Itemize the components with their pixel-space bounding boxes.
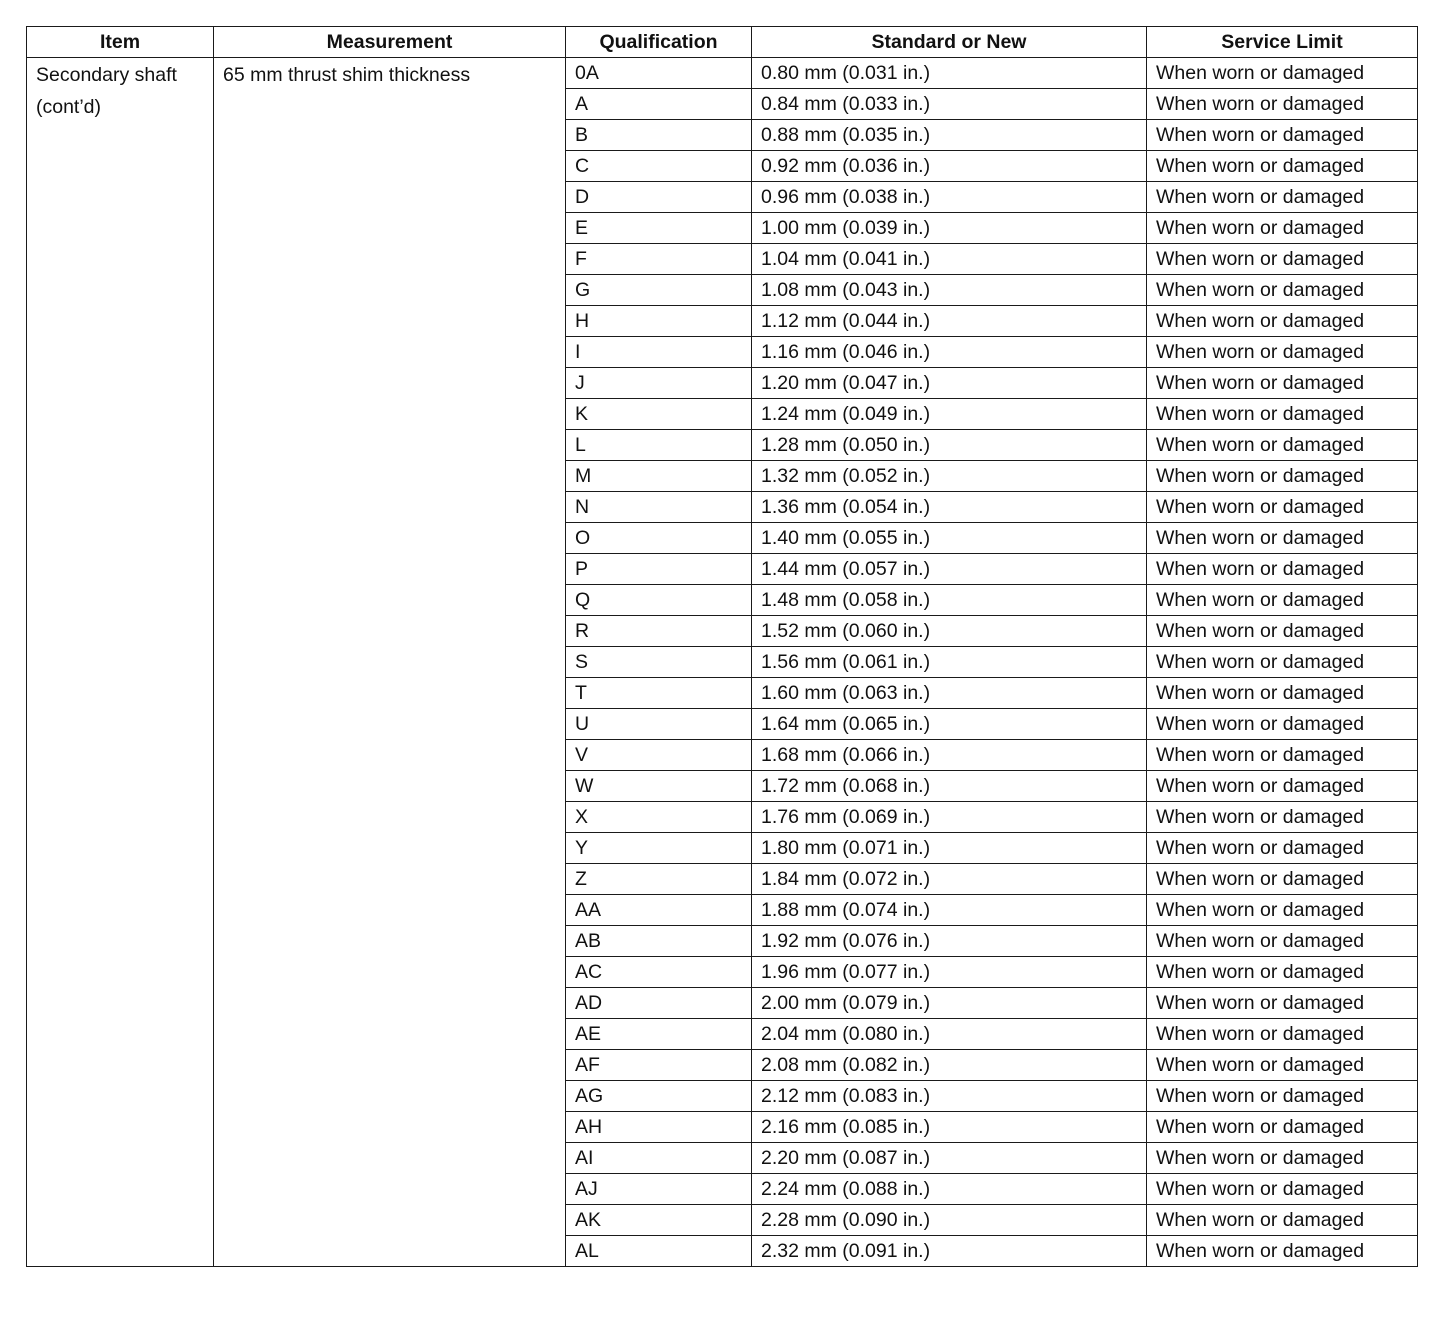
service-limit-cell: When worn or damaged bbox=[1147, 182, 1418, 213]
item-line-2: (cont’d) bbox=[36, 96, 102, 118]
service-limit-cell: When worn or damaged bbox=[1147, 709, 1418, 740]
qualification-cell: S bbox=[566, 647, 752, 678]
qualification-cell: 0A bbox=[566, 58, 752, 89]
service-limit-cell: When worn or damaged bbox=[1147, 585, 1418, 616]
qualification-cell: AK bbox=[566, 1205, 752, 1236]
standard-cell: 0.84 mm (0.033 in.) bbox=[752, 89, 1147, 120]
standard-cell: 1.56 mm (0.061 in.) bbox=[752, 647, 1147, 678]
service-limit-cell: When worn or damaged bbox=[1147, 89, 1418, 120]
standard-cell: 2.20 mm (0.087 in.) bbox=[752, 1143, 1147, 1174]
service-limit-cell: When worn or damaged bbox=[1147, 1205, 1418, 1236]
qualification-cell: AD bbox=[566, 988, 752, 1019]
service-limit-cell: When worn or damaged bbox=[1147, 771, 1418, 802]
service-limit-cell: When worn or damaged bbox=[1147, 864, 1418, 895]
qualification-cell: AH bbox=[566, 1112, 752, 1143]
service-limit-cell: When worn or damaged bbox=[1147, 213, 1418, 244]
service-limit-cell: When worn or damaged bbox=[1147, 275, 1418, 306]
standard-cell: 1.64 mm (0.065 in.) bbox=[752, 709, 1147, 740]
standard-cell: 1.52 mm (0.060 in.) bbox=[752, 616, 1147, 647]
standard-cell: 1.44 mm (0.057 in.) bbox=[752, 554, 1147, 585]
service-limit-cell: When worn or damaged bbox=[1147, 802, 1418, 833]
service-limit-cell: When worn or damaged bbox=[1147, 647, 1418, 678]
header-row bbox=[27, 27, 1418, 58]
qualification-cell: H bbox=[566, 306, 752, 337]
service-limit-cell: When worn or damaged bbox=[1147, 678, 1418, 709]
qualification-cell: B bbox=[566, 120, 752, 151]
standard-cell: 1.72 mm (0.068 in.) bbox=[752, 771, 1147, 802]
standard-cell: 2.16 mm (0.085 in.) bbox=[752, 1112, 1147, 1143]
standard-cell: 0.88 mm (0.035 in.) bbox=[752, 120, 1147, 151]
standard-cell: 1.96 mm (0.077 in.) bbox=[752, 957, 1147, 988]
service-limit-cell: When worn or damaged bbox=[1147, 244, 1418, 275]
service-limit-cell: When worn or damaged bbox=[1147, 430, 1418, 461]
table-header bbox=[27, 27, 1418, 58]
service-limit-cell: When worn or damaged bbox=[1147, 616, 1418, 647]
service-limit-cell: When worn or damaged bbox=[1147, 926, 1418, 957]
service-limit-cell: When worn or damaged bbox=[1147, 306, 1418, 337]
standard-cell: 0.92 mm (0.036 in.) bbox=[752, 151, 1147, 182]
qualification-cell: AE bbox=[566, 1019, 752, 1050]
qualification-cell: R bbox=[566, 616, 752, 647]
service-limit-cell: When worn or damaged bbox=[1147, 58, 1418, 89]
qualification-cell: I bbox=[566, 337, 752, 368]
standard-cell: 2.24 mm (0.088 in.) bbox=[752, 1174, 1147, 1205]
standard-cell: 1.68 mm (0.066 in.) bbox=[752, 740, 1147, 771]
qualification-cell: T bbox=[566, 678, 752, 709]
qualification-cell: Z bbox=[566, 864, 752, 895]
service-limit-cell: When worn or damaged bbox=[1147, 523, 1418, 554]
qualification-cell: G bbox=[566, 275, 752, 306]
standard-cell: 1.36 mm (0.054 in.) bbox=[752, 492, 1147, 523]
header-standard: Standard or New bbox=[752, 27, 1147, 58]
service-limit-cell: When worn or damaged bbox=[1147, 368, 1418, 399]
header-measurement: Measurement bbox=[214, 27, 566, 58]
qualification-cell: L bbox=[566, 430, 752, 461]
qualification-cell: F bbox=[566, 244, 752, 275]
standard-cell: 1.20 mm (0.047 in.) bbox=[752, 368, 1147, 399]
qualification-cell: AC bbox=[566, 957, 752, 988]
service-limit-cell: When worn or damaged bbox=[1147, 120, 1418, 151]
header-item: Item bbox=[27, 27, 214, 58]
qualification-cell: X bbox=[566, 802, 752, 833]
standard-cell: 1.48 mm (0.058 in.) bbox=[752, 585, 1147, 616]
service-limit-cell: When worn or damaged bbox=[1147, 833, 1418, 864]
item-line-1: Secondary shaft bbox=[36, 64, 177, 86]
standard-cell: 1.80 mm (0.071 in.) bbox=[752, 833, 1147, 864]
qualification-cell: AJ bbox=[566, 1174, 752, 1205]
standard-cell: 1.92 mm (0.076 in.) bbox=[752, 926, 1147, 957]
service-limit-cell: When worn or damaged bbox=[1147, 399, 1418, 430]
standard-cell: 1.12 mm (0.044 in.) bbox=[752, 306, 1147, 337]
qualification-cell: K bbox=[566, 399, 752, 430]
qualification-cell: A bbox=[566, 89, 752, 120]
qualification-cell: J bbox=[566, 368, 752, 399]
qualification-cell: W bbox=[566, 771, 752, 802]
service-limit-cell: When worn or damaged bbox=[1147, 1081, 1418, 1112]
qualification-cell: E bbox=[566, 213, 752, 244]
service-limit-cell: When worn or damaged bbox=[1147, 1236, 1418, 1267]
qualification-cell: C bbox=[566, 151, 752, 182]
standard-cell: 2.32 mm (0.091 in.) bbox=[752, 1236, 1147, 1267]
standard-cell: 1.28 mm (0.050 in.) bbox=[752, 430, 1147, 461]
qualification-cell: V bbox=[566, 740, 752, 771]
standard-cell: 1.32 mm (0.052 in.) bbox=[752, 461, 1147, 492]
standard-cell: 2.28 mm (0.090 in.) bbox=[752, 1205, 1147, 1236]
qualification-cell: AG bbox=[566, 1081, 752, 1112]
service-limit-cell: When worn or damaged bbox=[1147, 1174, 1418, 1205]
service-limit-cell: When worn or damaged bbox=[1147, 151, 1418, 182]
service-limit-cell: When worn or damaged bbox=[1147, 740, 1418, 771]
table-row bbox=[27, 58, 1418, 89]
service-limit-cell: When worn or damaged bbox=[1147, 1019, 1418, 1050]
standard-cell: 2.04 mm (0.080 in.) bbox=[752, 1019, 1147, 1050]
standard-cell: 2.08 mm (0.082 in.) bbox=[752, 1050, 1147, 1081]
standard-cell: 1.24 mm (0.049 in.) bbox=[752, 399, 1147, 430]
header-service-limit: Service Limit bbox=[1147, 27, 1418, 58]
qualification-cell: M bbox=[566, 461, 752, 492]
standard-cell: 1.76 mm (0.069 in.) bbox=[752, 802, 1147, 833]
qualification-cell: N bbox=[566, 492, 752, 523]
item-cell bbox=[27, 58, 214, 1267]
standard-cell: 0.80 mm (0.031 in.) bbox=[752, 58, 1147, 89]
standard-cell: 0.96 mm (0.038 in.) bbox=[752, 182, 1147, 213]
standard-cell: 1.08 mm (0.043 in.) bbox=[752, 275, 1147, 306]
qualification-cell: AL bbox=[566, 1236, 752, 1267]
service-limit-cell: When worn or damaged bbox=[1147, 1143, 1418, 1174]
qualification-cell: P bbox=[566, 554, 752, 585]
standard-cell: 2.12 mm (0.083 in.) bbox=[752, 1081, 1147, 1112]
service-limit-cell: When worn or damaged bbox=[1147, 957, 1418, 988]
qualification-cell: AI bbox=[566, 1143, 752, 1174]
standard-cell: 1.84 mm (0.072 in.) bbox=[752, 864, 1147, 895]
standard-cell: 1.16 mm (0.046 in.) bbox=[752, 337, 1147, 368]
service-limit-cell: When worn or damaged bbox=[1147, 554, 1418, 585]
shim-spec-table bbox=[26, 26, 1418, 1267]
qualification-cell: D bbox=[566, 182, 752, 213]
qualification-cell: Y bbox=[566, 833, 752, 864]
header-qualification: Qualification bbox=[566, 27, 752, 58]
service-limit-cell: When worn or damaged bbox=[1147, 1050, 1418, 1081]
standard-cell: 1.00 mm (0.039 in.) bbox=[752, 213, 1147, 244]
qualification-cell: AB bbox=[566, 926, 752, 957]
standard-cell: 1.88 mm (0.074 in.) bbox=[752, 895, 1147, 926]
standard-cell: 1.60 mm (0.063 in.) bbox=[752, 678, 1147, 709]
service-limit-cell: When worn or damaged bbox=[1147, 1112, 1418, 1143]
measurement-cell: 65 mm thrust shim thickness bbox=[214, 58, 566, 1267]
standard-cell: 2.00 mm (0.079 in.) bbox=[752, 988, 1147, 1019]
service-limit-cell: When worn or damaged bbox=[1147, 988, 1418, 1019]
service-limit-cell: When worn or damaged bbox=[1147, 461, 1418, 492]
standard-cell: 1.40 mm (0.055 in.) bbox=[752, 523, 1147, 554]
service-limit-cell: When worn or damaged bbox=[1147, 337, 1418, 368]
standard-cell: 1.04 mm (0.041 in.) bbox=[752, 244, 1147, 275]
qualification-cell: AF bbox=[566, 1050, 752, 1081]
table-body bbox=[27, 58, 1418, 1267]
service-limit-cell: When worn or damaged bbox=[1147, 492, 1418, 523]
qualification-cell: AA bbox=[566, 895, 752, 926]
service-limit-cell: When worn or damaged bbox=[1147, 895, 1418, 926]
qualification-cell: U bbox=[566, 709, 752, 740]
qualification-cell: O bbox=[566, 523, 752, 554]
qualification-cell: Q bbox=[566, 585, 752, 616]
